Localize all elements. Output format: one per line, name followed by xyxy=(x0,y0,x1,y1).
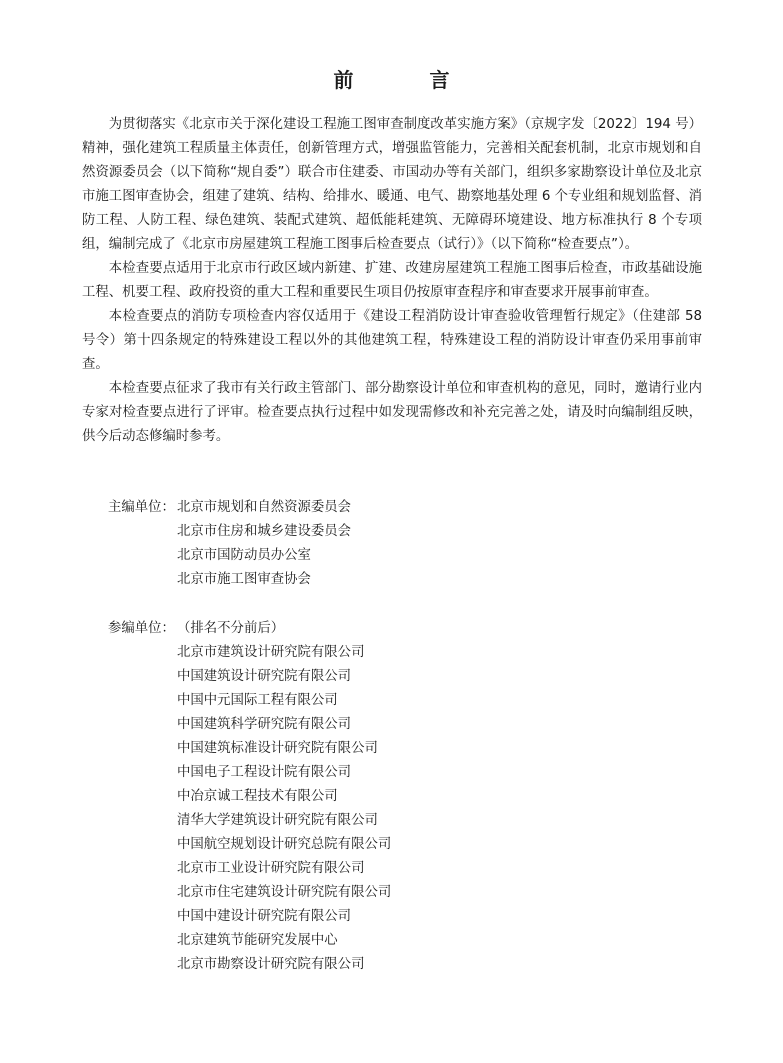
co-unit-row xyxy=(108,713,708,737)
paragraph-purpose: 为贯彻落实《北京市关于深化建设工程施工图审查制度改革实施方案》（京规字发〔2022〕194 号）精神，强化建筑工程质量主体责任，创新管理方式，增强监管能力，完善相关配套机制，北京市规划和自然资源委员会（以下简称“规自委”）联合市住建委、市国动办等有关部门，组织多家勘察设计单位及北京市施工图审查协会，组建了建筑、结构、给排水、暖通、电气、勘察地基处理 6 个专业组和规划监督、消防工程、人防工程、绿色建筑、装配式建筑、超低能耗建筑、无障碍环境建设、地方标准执行 8 个专项组，编制完成了《北京市房屋建筑工程施工图事后检查要点（试行）》（以下简称“检查要点”）。 xyxy=(82,117,702,252)
co-unit-item: 北京建筑节能研究发展中心 xyxy=(177,933,338,948)
co-unit-item: 中国电子工程设计院有限公司 xyxy=(177,765,352,780)
co-unit-row xyxy=(108,881,708,905)
page-title: 前 言 xyxy=(333,68,478,92)
co-unit-item: 中国建筑科学研究院有限公司 xyxy=(177,717,352,732)
main-unit-row xyxy=(108,544,708,568)
co-unit-row xyxy=(108,785,708,809)
co-unit-row xyxy=(108,737,708,761)
paragraph-fire-protection: 本检查要点的消防专项检查内容仅适用于《建设工程消防设计审查验收管理暂行规定》（住建部 58 号令）第十四条规定的特殊建设工程以外的其他建筑工程，特殊建设工程的消防设计审查仍采用事前审查。 xyxy=(82,309,702,372)
main-unit-row xyxy=(108,496,708,520)
co-unit-item: 中冶京诚工程技术有限公司 xyxy=(177,789,338,804)
co-units-note: （排名不分前后） xyxy=(177,621,285,636)
co-units-label: 参编单位： xyxy=(108,621,175,636)
co-unit-item: 北京市住宅建筑设计研究院有限公司 xyxy=(177,885,392,900)
co-unit-row xyxy=(108,905,708,929)
co-unit-row xyxy=(108,761,708,785)
co-unit-item: 中国航空规划设计研究总院有限公司 xyxy=(177,837,392,852)
co-unit-header-row xyxy=(108,617,708,641)
co-unit-item: 北京市勘察设计研究院有限公司 xyxy=(177,957,365,972)
co-unit-item: 中国建筑标准设计研究院有限公司 xyxy=(177,741,378,756)
co-unit-item: 中国中元国际工程有限公司 xyxy=(177,693,338,708)
main-units-section xyxy=(108,496,708,592)
main-unit-item: 北京市住房和城乡建设委员会 xyxy=(177,524,352,539)
main-unit-item: 北京市规划和自然资源委员会 xyxy=(177,500,352,515)
co-unit-row xyxy=(108,929,708,953)
main-unit-row xyxy=(108,568,708,592)
co-unit-row xyxy=(108,689,708,713)
co-unit-item: 北京市工业设计研究院有限公司 xyxy=(177,861,365,876)
co-unit-item: 中国中建设计研究院有限公司 xyxy=(177,909,352,924)
paragraph-scope: 本检查要点适用于北京市行政区域内新建、扩建、改建房屋建筑工程施工图事后检查，市政基础设施工程、机要工程、政府投资的重大工程和重要民生项目仍按原审查程序和审查要求开展事前审查。 xyxy=(82,261,702,300)
co-unit-row xyxy=(108,953,708,977)
preface-body xyxy=(82,113,702,449)
co-unit-row xyxy=(108,641,708,665)
paragraph-consultation: 本检查要点征求了我市有关行政主管部门、部分勘察设计单位和审查机构的意见，同时，邀请行业内专家对检查要点进行了评审。检查要点执行过程中如发现需修改和补充完善之处，请及时向编制组反映，供今后动态修编时参考。 xyxy=(82,381,702,444)
co-unit-item: 北京市建筑设计研究院有限公司 xyxy=(177,645,365,660)
co-unit-row xyxy=(108,809,708,833)
co-unit-row xyxy=(108,665,708,689)
co-unit-item: 中国建筑设计研究院有限公司 xyxy=(177,669,352,684)
main-unit-item: 北京市施工图审查协会 xyxy=(177,572,311,587)
co-unit-row xyxy=(108,833,708,857)
co-unit-item: 清华大学建筑设计研究院有限公司 xyxy=(177,813,378,828)
co-unit-row xyxy=(108,857,708,881)
main-units-label: 主编单位： xyxy=(108,500,175,515)
main-unit-row xyxy=(108,520,708,544)
main-unit-item: 北京市国防动员办公室 xyxy=(177,548,311,563)
co-units-section xyxy=(108,617,708,977)
